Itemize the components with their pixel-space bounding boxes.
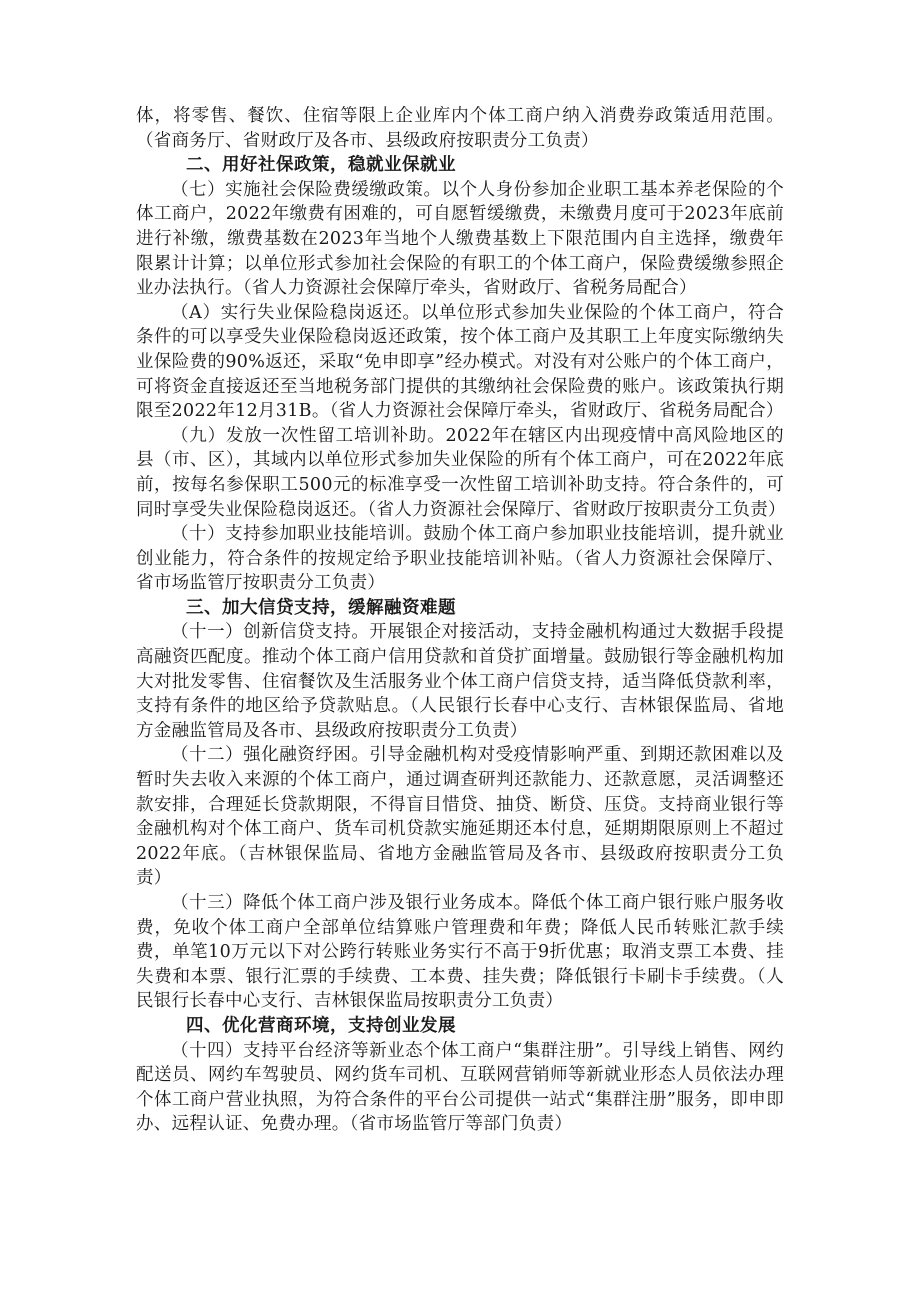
paragraph: （十三）降低个体工商户涉及银行业务成本。降低个体工商户银行账户服务收费，免收个体工商户全部单位结算账户管理费和年费；降低人民币转账汇款手续费，单笔10万元以下对公跨行转账业务实行不高于9折优惠；取消支票工本费、挂失费和本票、银行汇票的手续费、工本费、挂失费；降低银行卡刷卡手续费。（人民银行长春中心支行、吉林银保监局按职责分工负责）: [136, 893, 784, 1012]
section-heading: 四、优化营商环境，支持创业发展: [186, 1015, 456, 1036]
paragraph: （A）实行失业保险稳岗返还。以单位形式参加失业保险的个体工商户，符合条件的可以享受失业保险稳岗返还政策，按个体工商户及其职工上年度实际缴纳失业保险费的90%返还，采取“免申即享”经办模式。对没有对公账户的个体工商户，可将资金直接返还至当地税务部门提供的其缴纳社会保险费的账户。该政策执行期限至2022年12月31B。（省人力资源社会保障厅牵头，省财政厅、省税务局配合）: [136, 302, 784, 422]
paragraph: （十一）创新信贷支持。开展银企对接活动，支持金融机构通过大数据手段提高融资匹配度。推动个体工商户信用贷款和首贷扩面增量。鼓励银行等金融机构加大对批发零售、住宿餐饮及生活服务业个体工商户信贷支持，适当降低贷款利率，支持有条件的地区给予贷款贴息。（人民银行长春中心支行、吉林银保监局、省地方金融监管局及各市、县级政府按职责分工负责）: [136, 622, 784, 741]
section-heading: 三、加大信贷支持，缓解融资难题: [186, 597, 456, 618]
lead-paragraph: 体，将零售、餐饮、住宿等限上企业库内个体工商户纳入消费券政策适用范围。（省商务厅、省财政厅及各市、县级政府按职责分工负责）: [136, 106, 784, 151]
paragraph: （七）实施社会保险费缓缴政策。以个人身份参加企业职工基本养老保险的个体工商户，2022年缴费有困难的，可自愿暂缓缴费，未缴费月度可于2023年底前进行补缴，缴费基数在2023年当地个人缴费基数上下限范围内自主选择，缴费年限累计计算；以单位形式参加社会保险的有职工的个体工商户，保险费缓缴参照企业办法执行。（省人力资源社会保障厅牵头，省财政厅、省税务局配合）: [136, 179, 784, 299]
paragraph: （十二）强化融资纾困。引导金融机构对受疫情影响严重、到期还款困难以及暂时失去收入来源的个体工商户，通过调查研判还款能力、还款意愿，灵活调整还款安排，合理延长贷款期限，不得盲目惜贷、抽贷、断贷、压贷。支持商业银行等金融机构对个体工商户、货车司机贷款实施延期还本付息，延期期限原则上不超过2022年底。（吉林银保监局、省地方金融监管局及各市、县级政府按职责分工负责）: [136, 745, 784, 889]
document-body: [136, 104, 784, 1137]
paragraph: （九）发放一次性留工培训补助。2022年在辖区内出现疫情中高风险地区的县（市、区），其域内以单位形式参加失业保险的所有个体工商户，可在2022年底前，按每名参保职工500元的标准享受一次性留工培训补助支持。符合条件的，可同时享受失业保险稳岗返还。（省人力资源社会保障厅、省财政厅按职责分工负责）: [136, 425, 786, 520]
paragraph: （十四）支持平台经济等新业态个体工商户“集群注册”。引导线上销售、网约配送员、网约车驾驶员、网约货车司机、互联网营销师等新就业形态人员依法办理个体工商户营业执照，为符合条件的平台公司提供一站式“集群注册”服务，即申即办、远程认证、免费办理。（省市场监管厅等部门负责）: [136, 1040, 784, 1135]
paragraph: （十）支持参加职业技能培训。鼓励个体工商户参加职业技能培训，提升就业创业能力，符合条件的按规定给予职业技能培训补贴。（省人力资源社会保障厅、省市场监管厅按职责分工负责）: [136, 524, 784, 594]
section-heading: 二、用好社保政策，稳就业保就业: [186, 155, 456, 176]
